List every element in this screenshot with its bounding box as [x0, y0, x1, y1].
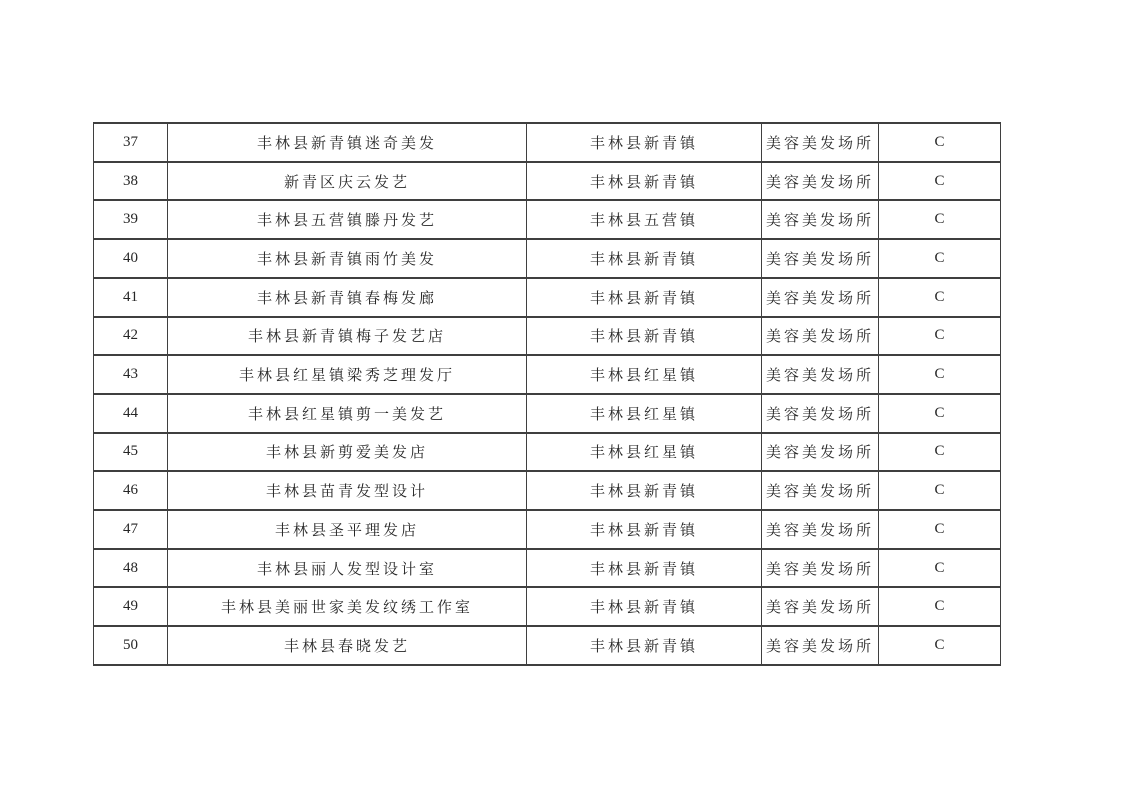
venue-name-cell: 丰林县新青镇春梅发廊: [168, 278, 527, 317]
row-number-cell: 41: [94, 278, 168, 317]
town-cell: 丰林县新青镇: [527, 510, 762, 549]
town-cell: 丰林县五营镇: [527, 200, 762, 239]
row-number-cell: 42: [94, 317, 168, 356]
row-number-cell: 46: [94, 471, 168, 510]
table-row: [94, 510, 1001, 549]
table-row: [94, 471, 1001, 510]
category-cell: 美容美发场所: [762, 549, 879, 588]
table-row: [94, 200, 1001, 239]
venue-name-cell: 丰林县春晓发艺: [168, 626, 527, 665]
category-cell: 美容美发场所: [762, 510, 879, 549]
venue-name-cell: 丰林县圣平理发店: [168, 510, 527, 549]
town-cell: 丰林县新青镇: [527, 162, 762, 201]
category-cell: 美容美发场所: [762, 123, 879, 162]
town-cell: 丰林县新青镇: [527, 317, 762, 356]
row-number-cell: 44: [94, 394, 168, 433]
grade-cell: C: [879, 510, 1001, 549]
grade-cell: C: [879, 162, 1001, 201]
town-cell: 丰林县红星镇: [527, 355, 762, 394]
category-cell: 美容美发场所: [762, 278, 879, 317]
venue-name-cell: 丰林县红星镇剪一美发艺: [168, 394, 527, 433]
grade-cell: C: [879, 355, 1001, 394]
grade-cell: C: [879, 549, 1001, 588]
category-cell: 美容美发场所: [762, 200, 879, 239]
row-number-cell: 43: [94, 355, 168, 394]
grade-cell: C: [879, 200, 1001, 239]
category-cell: 美容美发场所: [762, 433, 879, 472]
venue-name-cell: 丰林县新青镇迷奇美发: [168, 123, 527, 162]
venue-name-cell: 丰林县红星镇梁秀芝理发厅: [168, 355, 527, 394]
grade-cell: C: [879, 626, 1001, 665]
grade-cell: C: [879, 123, 1001, 162]
town-cell: 丰林县新青镇: [527, 471, 762, 510]
row-number-cell: 39: [94, 200, 168, 239]
venue-name-cell: 丰林县新青镇雨竹美发: [168, 239, 527, 278]
row-number-cell: 45: [94, 433, 168, 472]
town-cell: 丰林县新青镇: [527, 549, 762, 588]
row-number-cell: 38: [94, 162, 168, 201]
table-row: [94, 626, 1001, 665]
grade-cell: C: [879, 471, 1001, 510]
table-row: [94, 278, 1001, 317]
venue-name-cell: 丰林县苗青发型设计: [168, 471, 527, 510]
venue-rating-table: [93, 122, 1001, 666]
category-cell: 美容美发场所: [762, 587, 879, 626]
venue-name-cell: 丰林县新青镇梅子发艺店: [168, 317, 527, 356]
town-cell: 丰林县红星镇: [527, 394, 762, 433]
grade-cell: C: [879, 433, 1001, 472]
table-row: [94, 317, 1001, 356]
category-cell: 美容美发场所: [762, 626, 879, 665]
row-number-cell: 37: [94, 123, 168, 162]
category-cell: 美容美发场所: [762, 394, 879, 433]
table-row: [94, 239, 1001, 278]
grade-cell: C: [879, 587, 1001, 626]
venue-name-cell: 丰林县五营镇滕丹发艺: [168, 200, 527, 239]
table-row: [94, 587, 1001, 626]
town-cell: 丰林县新青镇: [527, 123, 762, 162]
venue-name-cell: 丰林县美丽世家美发纹绣工作室: [168, 587, 527, 626]
row-number-cell: 40: [94, 239, 168, 278]
category-cell: 美容美发场所: [762, 239, 879, 278]
category-cell: 美容美发场所: [762, 317, 879, 356]
town-cell: 丰林县新青镇: [527, 278, 762, 317]
table-row: [94, 549, 1001, 588]
category-cell: 美容美发场所: [762, 355, 879, 394]
grade-cell: C: [879, 278, 1001, 317]
row-number-cell: 49: [94, 587, 168, 626]
table-row: [94, 162, 1001, 201]
venue-name-cell: 新青区庆云发艺: [168, 162, 527, 201]
grade-cell: C: [879, 239, 1001, 278]
table-row: [94, 355, 1001, 394]
town-cell: 丰林县新青镇: [527, 239, 762, 278]
row-number-cell: 47: [94, 510, 168, 549]
grade-cell: C: [879, 394, 1001, 433]
table-row: [94, 123, 1001, 162]
category-cell: 美容美发场所: [762, 471, 879, 510]
town-cell: 丰林县红星镇: [527, 433, 762, 472]
table-row: [94, 433, 1001, 472]
category-cell: 美容美发场所: [762, 162, 879, 201]
grade-cell: C: [879, 317, 1001, 356]
row-number-cell: 50: [94, 626, 168, 665]
table-row: [94, 394, 1001, 433]
town-cell: 丰林县新青镇: [527, 626, 762, 665]
venue-name-cell: 丰林县新剪爱美发店: [168, 433, 527, 472]
town-cell: 丰林县新青镇: [527, 587, 762, 626]
venue-name-cell: 丰林县丽人发型设计室: [168, 549, 527, 588]
row-number-cell: 48: [94, 549, 168, 588]
